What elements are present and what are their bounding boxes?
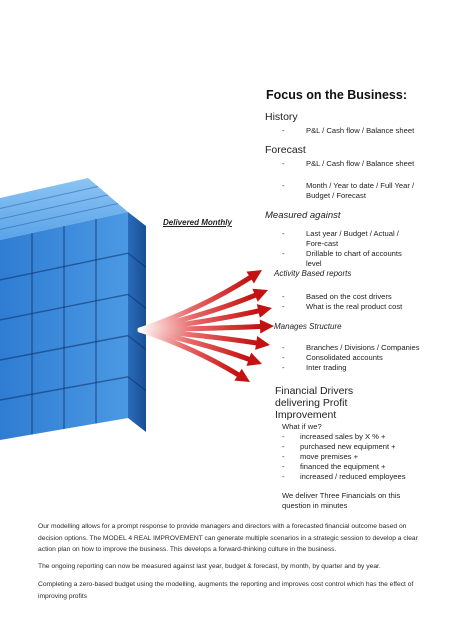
blue-cube (0, 178, 146, 440)
body-paragraph: Completing a zero-based budget using the modelling, augments the reporting and improves cost control which has the effect of improving profits (38, 581, 414, 600)
list-item: - Month / Year to date / Full Year / Budget / Forecast (282, 181, 432, 201)
deliver-note: We deliver Three Financials on this question in minutes (282, 491, 401, 510)
list-item: - Drillable to chart of accounts level (282, 249, 417, 269)
red-arrows (140, 270, 274, 382)
list-item: - purchased new equipment + (282, 442, 432, 452)
list-item: - Consolidated accounts (282, 353, 432, 363)
forecast-list-2 (282, 181, 432, 201)
activity-list (282, 292, 432, 312)
history-heading: History (265, 111, 298, 123)
page-title: Focus on the Business: (266, 88, 407, 102)
forecast-heading: Forecast (265, 144, 306, 156)
measured-list (282, 229, 417, 269)
list-item: - increased / reduced employees (282, 472, 432, 482)
manages-list (282, 343, 432, 373)
history-list (282, 126, 432, 136)
list-item: - Based on the cost drivers (282, 292, 432, 302)
drivers-list (282, 432, 432, 482)
measured-heading: Measured against (265, 210, 341, 221)
delivered-monthly-label: Delivered Monthly (163, 218, 232, 227)
list-item: - Last year / Budget / Actual / Fore-cast (282, 229, 417, 249)
list-item: - P&L / Cash flow / Balance sheet (282, 159, 432, 169)
list-item: - P&L / Cash flow / Balance sheet (282, 126, 432, 136)
list-item: - What is the real product cost (282, 302, 432, 312)
list-item: - Inter trading (282, 363, 432, 373)
body-paragraph: Our modelling allows for a prompt response to provide managers and directors with a forecasted financial outcome based on decision options. The MODEL 4 REAL IMPROVEMENT can generate multiple scenarios in a strategic session to develop a clear action plan on how to improve the business. This develops a forward-thinking culture in the business. (38, 523, 418, 553)
arrow-head (255, 336, 270, 350)
what-if-label: What if we? (282, 422, 322, 431)
forecast-list (282, 159, 432, 169)
list-item: - increased sales by X % + (282, 432, 432, 442)
list-item: - move premises + (282, 452, 432, 462)
list-item: - Branches / Divisions / Companies (282, 343, 432, 353)
body-paragraph: The ongoing reporting can now be measured against last year, budget & forecast, by month, by quarter and by year. (38, 563, 381, 570)
arrow-head (260, 320, 274, 334)
arrow-head (257, 304, 272, 318)
manages-heading: Manages Structure (274, 322, 342, 331)
list-item: - financed the equipment + (282, 462, 432, 472)
drivers-heading: Financial Drivers delivering Profit Improvement (275, 385, 354, 421)
activity-heading: Activity Based reports (274, 269, 352, 278)
cube-side-face (128, 212, 146, 432)
